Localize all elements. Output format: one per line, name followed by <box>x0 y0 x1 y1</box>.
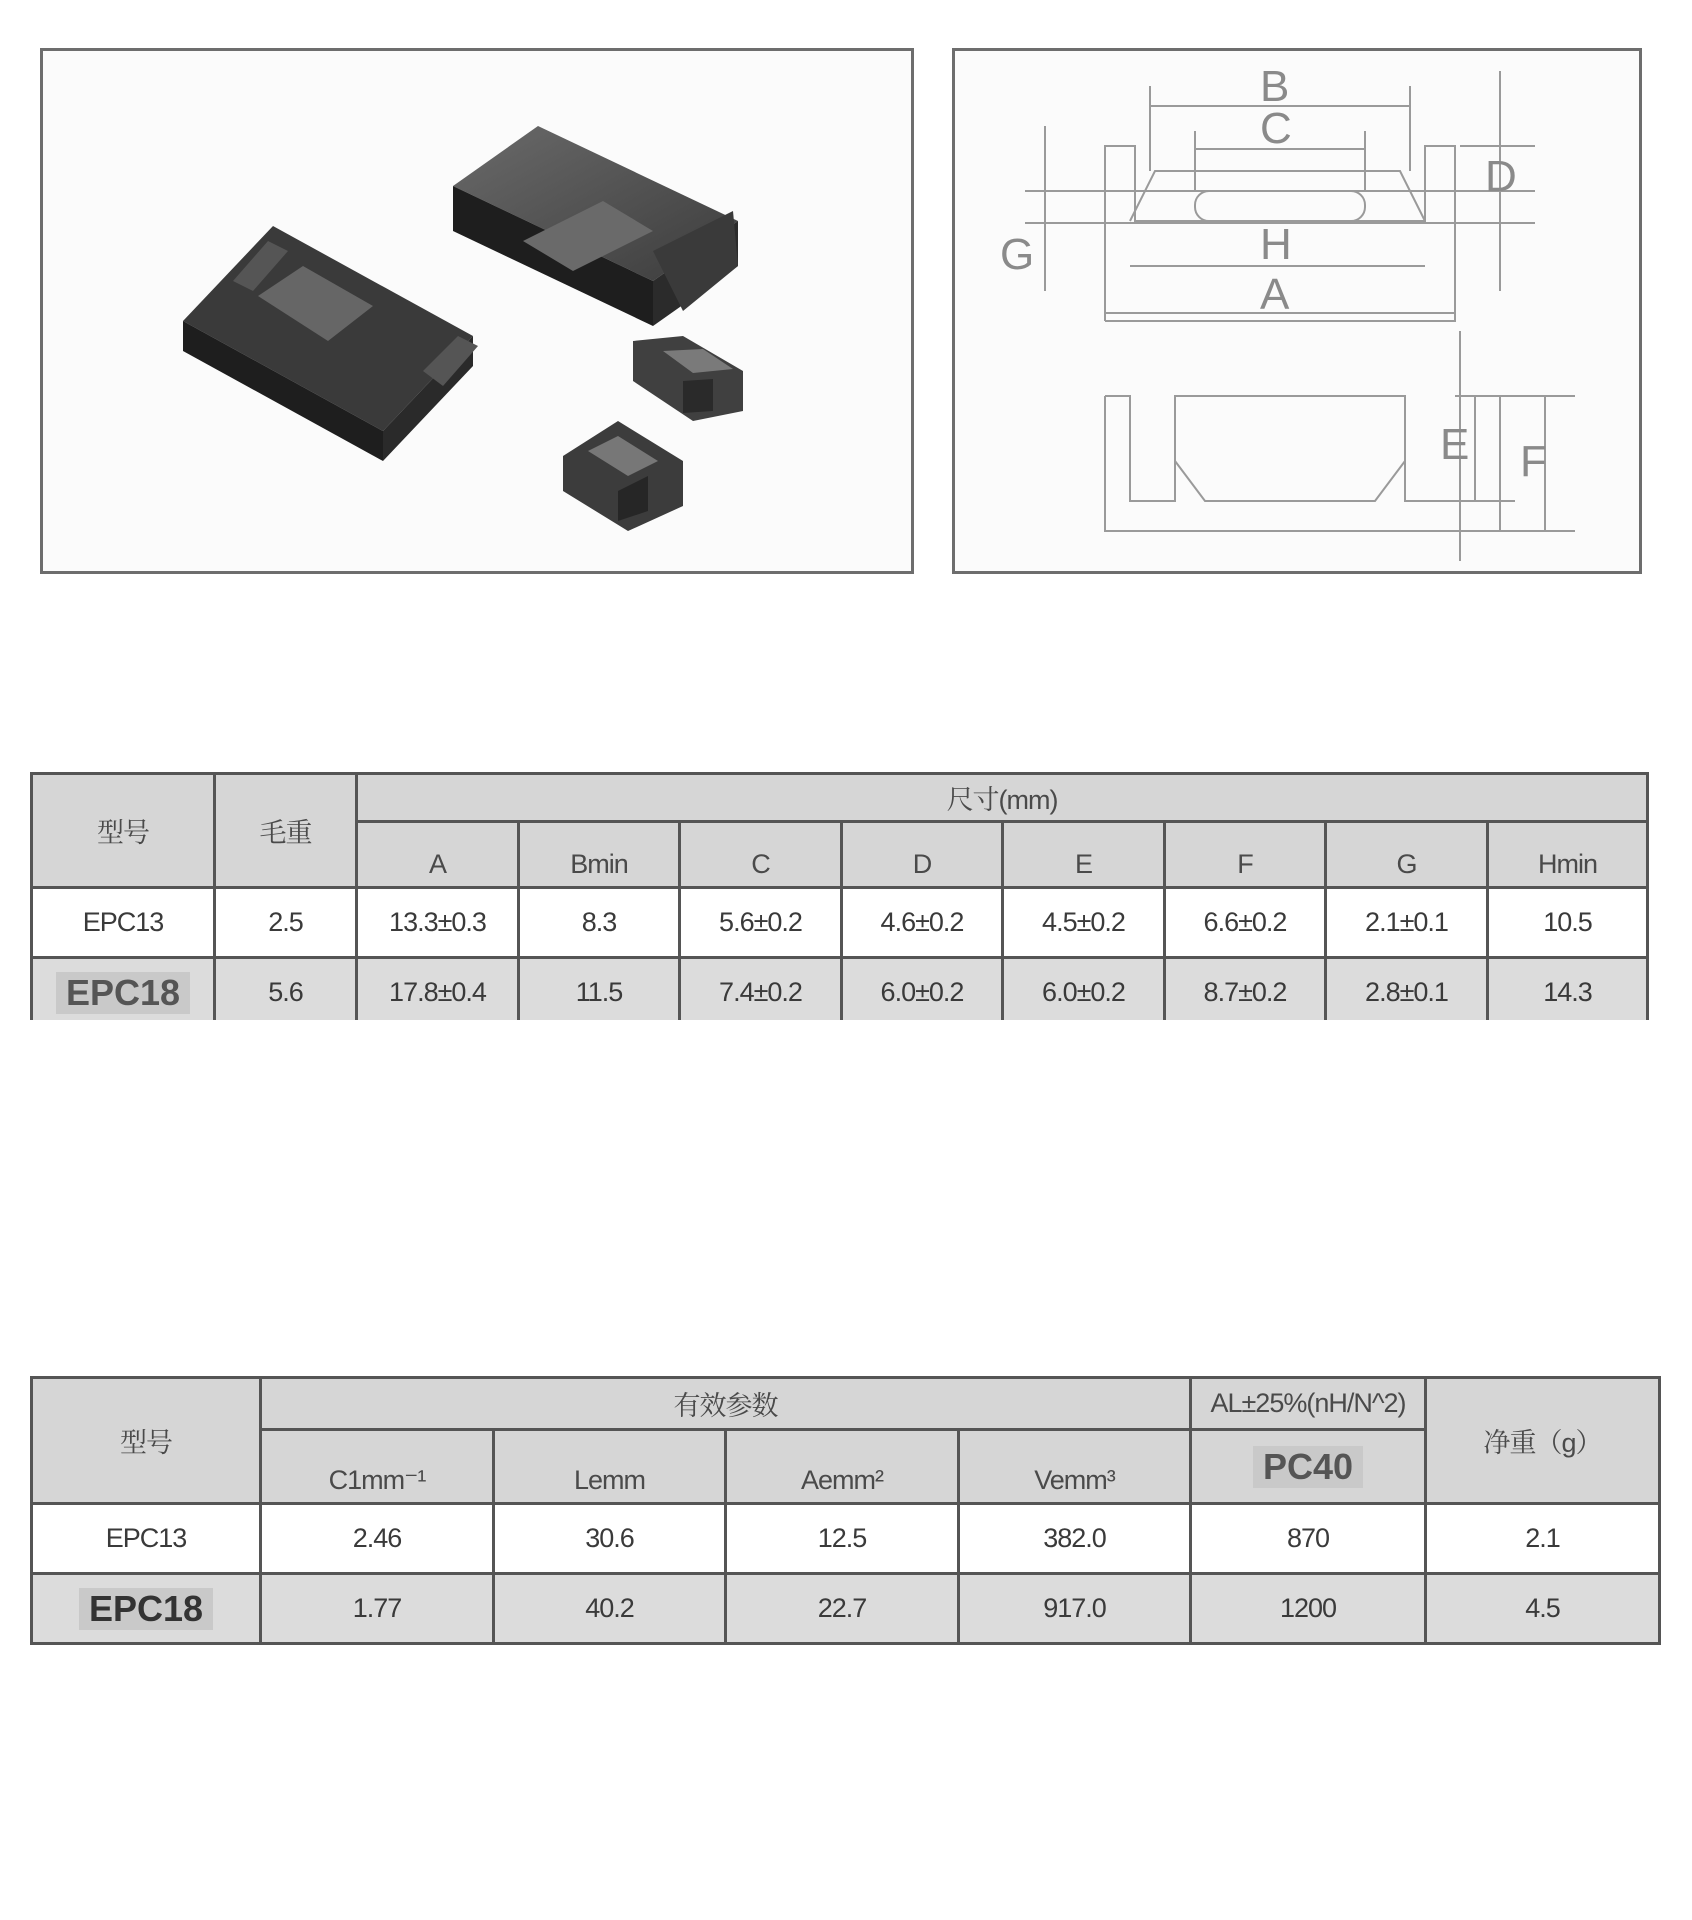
dimensions-table <box>30 772 1649 1029</box>
label-c: C <box>1260 104 1292 153</box>
weight-cell: 2.5 <box>215 888 357 958</box>
label-a: A <box>1260 270 1290 319</box>
value-cell: 4.5±0.2 <box>1003 888 1165 958</box>
large-core-left <box>183 226 478 461</box>
net-weight-cell: 4.5 <box>1426 1574 1660 1644</box>
header-c: C <box>680 822 842 888</box>
value-cell: 917.0 <box>959 1574 1191 1644</box>
header-model: 型号 <box>32 1378 261 1504</box>
header-d: D <box>842 822 1003 888</box>
table-row <box>32 888 1648 958</box>
header-material <box>1191 1430 1426 1504</box>
value-cell: 5.6±0.2 <box>680 888 842 958</box>
header-f: F <box>1165 822 1326 888</box>
header-effective-params: 有效参数 <box>261 1378 1191 1430</box>
model-tag: EPC18 <box>79 1588 213 1630</box>
dimension-drawing <box>952 48 1642 574</box>
table-row <box>32 1574 1660 1644</box>
ferrite-cores-image <box>43 51 911 571</box>
large-core-right <box>453 126 738 326</box>
value-cell: 6.0±0.2 <box>1003 958 1165 1028</box>
value-cell: 8.7±0.2 <box>1165 958 1326 1028</box>
label-h: H <box>1260 220 1292 269</box>
value-cell: 12.5 <box>726 1504 959 1574</box>
header-g: G <box>1326 822 1488 888</box>
label-e: E <box>1440 420 1470 469</box>
value-cell: 382.0 <box>959 1504 1191 1574</box>
material-tag: PC40 <box>1253 1446 1363 1488</box>
model-cell <box>32 958 215 1028</box>
header-al: AL±25%(nH/N^2) <box>1191 1378 1426 1430</box>
value-cell: 4.6±0.2 <box>842 888 1003 958</box>
value-cell: 2.1±0.1 <box>1326 888 1488 958</box>
header-model: 型号 <box>32 774 215 888</box>
header-ve: Vemm³ <box>959 1430 1191 1504</box>
model-cell: EPC13 <box>32 1504 261 1574</box>
blank-area <box>0 1020 1692 1340</box>
value-cell: 13.3±0.3 <box>357 888 519 958</box>
label-f: F <box>1520 437 1547 486</box>
al-cell: 870 <box>1191 1504 1426 1574</box>
value-cell: 8.3 <box>519 888 680 958</box>
header-ae: Aemm² <box>726 1430 959 1504</box>
value-cell: 30.6 <box>494 1504 726 1574</box>
model-tag: EPC18 <box>56 972 190 1014</box>
table-row <box>32 958 1648 1028</box>
label-g: G <box>1000 230 1035 279</box>
value-cell: 1.77 <box>261 1574 494 1644</box>
value-cell: 22.7 <box>726 1574 959 1644</box>
value-cell: 2.46 <box>261 1504 494 1574</box>
header-a: A <box>357 822 519 888</box>
header-le: Lemm <box>494 1430 726 1504</box>
net-weight-cell: 2.1 <box>1426 1504 1660 1574</box>
header-e: E <box>1003 822 1165 888</box>
header-hmin: Hmin <box>1488 822 1648 888</box>
small-core-lower <box>563 421 683 531</box>
value-cell: 10.5 <box>1488 888 1648 958</box>
parameters-table <box>30 1376 1661 1645</box>
header-net-weight: 净重（g） <box>1426 1378 1660 1504</box>
value-cell: 2.8±0.1 <box>1326 958 1488 1028</box>
value-cell: 6.6±0.2 <box>1165 888 1326 958</box>
header-bmin: Bmin <box>519 822 680 888</box>
label-b: B <box>1260 62 1290 111</box>
header-gross-weight: 毛重 <box>215 774 357 888</box>
value-cell: 6.0±0.2 <box>842 958 1003 1028</box>
epc-core-drawing <box>955 51 1639 571</box>
small-core-upper <box>633 336 743 421</box>
label-d: D <box>1485 152 1517 201</box>
table-row <box>32 1504 1660 1574</box>
weight-cell: 5.6 <box>215 958 357 1028</box>
value-cell: 17.8±0.4 <box>357 958 519 1028</box>
header-c1: C1mm⁻¹ <box>261 1430 494 1504</box>
al-cell: 1200 <box>1191 1574 1426 1644</box>
model-cell <box>32 1574 261 1644</box>
value-cell: 14.3 <box>1488 958 1648 1028</box>
header-dimensions-group: 尺寸(mm) <box>357 774 1648 822</box>
value-cell: 11.5 <box>519 958 680 1028</box>
product-photo <box>40 48 914 574</box>
model-cell: EPC13 <box>32 888 215 958</box>
value-cell: 40.2 <box>494 1574 726 1644</box>
value-cell: 7.4±0.2 <box>680 958 842 1028</box>
